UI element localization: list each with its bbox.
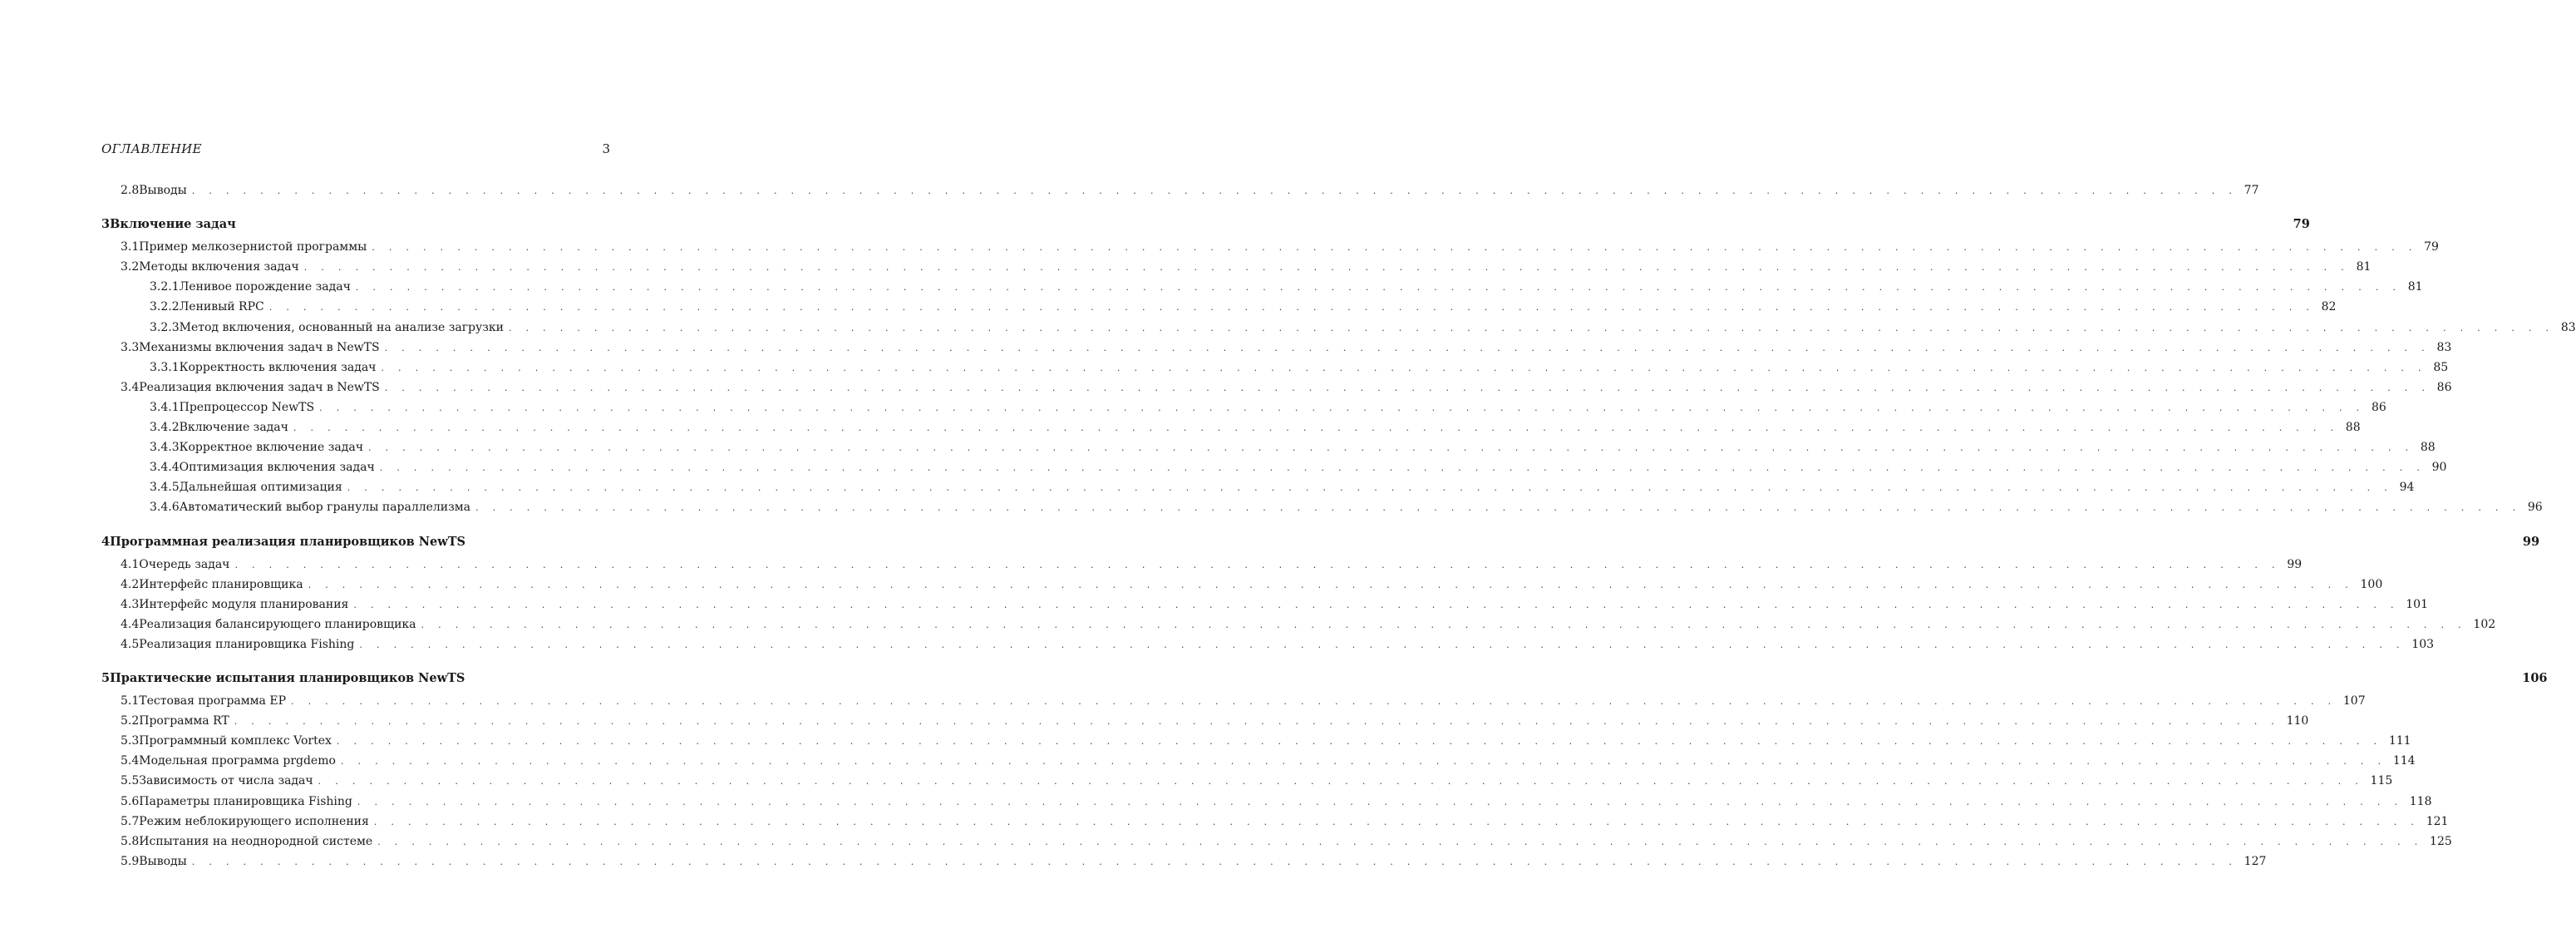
toc-entry-title: Выводы — [139, 184, 187, 197]
dot-leader: . . . . . . . . . . . . . . . . . . . . . . . . . . . . . . . . . . . . . . . . . . . . . . . . . . . . . . . . . . . . . . . . . . . . . . . . . . . . . . . . . . . . . . . . . . . . . . . . . . . . . . . . . . . . . . . . . . . . . . . . — [421, 619, 2467, 630]
toc-section-entry[interactable] — [0, 478, 2415, 496]
dot-leader: . . . . . . . . . . . . . . . . . . . . . . . . . . . . . . . . . . . . . . . . . . . . . . . . . . . . . . . . . . . . . . . . . . . . . . . . . . . . . . . . . . . . . . . . . . . . . . . . . . . . . . . . . . . . . . . . . . . . . . . . — [347, 482, 2393, 494]
toc-entry-page: 86 — [2436, 380, 2452, 394]
toc-entry-number: 3.2.1 — [150, 280, 180, 294]
toc-entry-title: Выводы — [139, 854, 187, 868]
toc-entry-number: 2.8 — [121, 184, 140, 197]
toc-section-entry[interactable] — [0, 575, 2383, 594]
toc-entry-number: 5.9 — [121, 854, 140, 868]
toc-section-entry[interactable] — [0, 378, 2452, 397]
toc-section-entry[interactable] — [0, 772, 2393, 790]
toc-entry-page: 96 — [2527, 501, 2543, 515]
toc-entry-number: 3.3 — [121, 340, 140, 354]
toc-section-entry[interactable] — [0, 595, 2428, 614]
toc-entry-number: 3.4.2 — [150, 421, 180, 434]
toc-entry-page: 94 — [2399, 481, 2415, 495]
toc-entry-number: 3.1 — [121, 240, 140, 254]
toc-entry-number: 3.2.2 — [150, 300, 180, 314]
toc-section-entry[interactable] — [0, 732, 2411, 750]
toc-entry-page: 125 — [2430, 834, 2452, 848]
toc-entry-page: 106 — [2522, 671, 2548, 685]
toc-entry-title: Корректное включение задач — [179, 441, 363, 455]
toc-entry-number: 4.4 — [121, 617, 140, 631]
toc-entry-title: Включение задач — [179, 421, 288, 434]
dot-leader: . . . . . . . . . . . . . . . . . . . . . . . . . . . . . . . . . . . . . . . . . . . . . . . . . . . . . . . . . . . . . . . . . . . . . . . . . . . . . . . . . . . . . . . . . . . . . . . . . . . . . . . . . . . . . . . . . . . . . . . . — [234, 559, 2281, 570]
toc-entry-page: 81 — [2407, 280, 2423, 294]
toc-entry-number: 5.4 — [121, 754, 140, 768]
dot-leader: . . . . . . . . . . . . . . . . . . . . . . . . . . . . . . . . . . . . . . . . . . . . . . . . . . . . . . . . . . . . . . . . . . . . . . . . . . . . . . . . . . . . . . . . . . . . . . . . . . . . . . . . . . . . . . . . . . . . . . . . — [303, 262, 2350, 274]
dot-leader: . . . . . . . . . . . . . . . . . . . . . . . . . . . . . . . . . . . . . . . . . . . . . . . . . . . . . . . . . . . . . . . . . . . . . . . . . . . . . . . . . . . . . . . . . . . . . . . . . . . . . . . . . . . . . . . . . . . . . . . . — [191, 185, 2238, 196]
toc-entry-number: 3.2 — [121, 260, 140, 274]
toc-entry-number: 3.4.3 — [150, 441, 180, 455]
toc-entry-page: 79 — [2293, 217, 2310, 232]
toc-entry-page: 88 — [2420, 441, 2436, 455]
dot-leader: . . . . . . . . . . . . . . . . . . . . . . . . . . . . . . . . . . . . . . . . . . . . . . . . . . . . . . . . . . . . . . . . . . . . . . . . . . . . . . . . . . . . . . . . . . . . . . . . . . . . . . . . . . . . . . . . . . . . . . . . — [291, 696, 2337, 707]
toc-section-entry[interactable] — [0, 792, 2432, 811]
toc-entry-page: 114 — [2392, 754, 2416, 768]
toc-entry-page: 121 — [2426, 814, 2449, 828]
toc-entry-number: 3.4 — [121, 380, 140, 394]
toc-entry-page: 79 — [2424, 240, 2439, 254]
toc-entry-number: 4 — [101, 534, 111, 549]
toc-chapter-entry[interactable] — [0, 215, 2310, 234]
toc-entry-number: 3.4.5 — [150, 481, 180, 495]
toc-entry-number: 4.2 — [121, 577, 140, 591]
toc-entry-page: 118 — [2409, 794, 2432, 808]
toc-section-entry[interactable] — [0, 418, 2361, 437]
toc-entry-page: 111 — [2388, 734, 2411, 748]
toc-entry-number: 3.2.3 — [150, 320, 180, 334]
toc-entry-page: 107 — [2342, 694, 2366, 708]
toc-entry-number: 5.6 — [121, 794, 140, 808]
toc-section-entry[interactable] — [0, 318, 2576, 337]
toc-entry-number: 3.3.1 — [150, 360, 180, 374]
toc-entry-title: Ленивый RPC — [179, 300, 264, 314]
toc-entry-page: 101 — [2406, 597, 2428, 611]
toc-section-entry[interactable] — [0, 238, 2439, 256]
toc-entry-page: 86 — [2371, 400, 2386, 414]
dot-leader: . . . . . . . . . . . . . . . . . . . . . . . . . . . . . . . . . . . . . . . . . . . . . . . . . . . . . . . . . . . . . . . . . . . . . . . . . . . . . . . . . . . . . . . . . . . . . . . . . . . . . . . . . . . . . . . . . . . . . . . . — [384, 342, 2431, 353]
toc-chapter-entry[interactable] — [0, 533, 2540, 551]
toc-entry-page: 83 — [2436, 340, 2452, 354]
toc-section-entry[interactable] — [0, 358, 2449, 377]
dot-leader: . . . . . . . . . . . . . . . . . . . . . . . . . . . . . . . . . . . . . . . . . . . . . . . . . . . . . . . . . . . . . . . . . . . . . . . . . . . . . . . . . . . . . . . . . . . . . . . . . . . . . . . . . . . . . . . . . . . . . . . . — [336, 736, 2382, 748]
toc-entry-title: Пример мелкозернистой программы — [139, 240, 367, 254]
dot-leader: . . . . . . . . . . . . . . . . . . . . . . . . . . . . . . . . . . . . . . . . . . . . . . . . . . . . . . . . . . . . . . . . . . . . . . . . . . . . . . . . . . . . . . . . . . . . . . . . . . . . . . . . . . . . . . . . . . . . . . . . — [355, 282, 2401, 294]
toc-entry-title: Корректность включения задач — [179, 360, 377, 374]
dot-leader: . . . . . . . . . . . . . . . . . . . . . . . . . . . . . . . . . . . . . . . . . . . . . . . . . . . . . . . . . . . . . . . . . . . . . . . . . . . . . . . . . . . . . . . . . . . . . . . . . . . . . . . . . . . . . . . . . . . . . . . . — [340, 756, 2386, 768]
toc-entry-title: Автоматический выбор гранулы параллелизма — [179, 501, 470, 515]
toc-entry-title: Оптимизация включения задач — [179, 461, 375, 475]
toc-section-entry[interactable] — [0, 752, 2416, 770]
toc-entry-title: Методы включения задач — [139, 260, 299, 274]
dot-leader: . . . . . . . . . . . . . . . . . . . . . . . . . . . . . . . . . . . . . . . . . . . . . . . . . . . . . . . . . . . . . . . . . . . . . . . . . . . . . . . . . . . . . . . . . . . . . . . . . . . . . . . . . . . . . . . . . . . . . . . . — [475, 502, 2521, 514]
toc-section-entry[interactable] — [0, 258, 2372, 276]
toc-entry-title: Включение задач — [110, 217, 236, 232]
dot-leader: . . . . . . . . . . . . . . . . . . . . . . . . . . . . . . . . . . . . . . . . . . . . . . . . . . . . . . . . . . . . . . . . . . . . . . . . . . . . . . . . . . . . . . . . . . . . . . . . . . . . . . . . . . . . . . . . . . . . . . . . — [353, 599, 2400, 610]
dot-leader: . . . . . . . . . . . . . . . . . . . . . . . . . . . . . . . . . . . . . . . . . . . . . . . . . . . . . . . . . . . . . . . . . . . . . . . . . . . . . . . . . . . . . . . . . . . . . . . . . . . . . . . . . . . . . . . . . . . . . . . . — [319, 402, 2365, 413]
toc-entry-number: 3 — [101, 217, 111, 232]
toc-entry-title: Тестовая программа EP — [139, 694, 286, 708]
toc-entry-page: 99 — [2287, 557, 2303, 571]
toc-entry-number: 5.2 — [121, 714, 140, 728]
toc-entry-title: Ленивое порождение задач — [179, 280, 351, 294]
toc-entry-number: 5.5 — [121, 774, 140, 788]
dot-leader: . . . . . . . . . . . . . . . . . . . . . . . . . . . . . . . . . . . . . . . . . . . . . . . . . . . . . . . . . . . . . . . . . . . . . . . . . . . . . . . . . . . . . . . . . . . . . . . . . . . . . . . . . . . . . . . . . . . . . . . . — [191, 856, 2238, 867]
toc-entry-number: 3.4.6 — [150, 501, 180, 515]
toc-section-entry[interactable] — [0, 555, 2303, 574]
toc-entry-page: 102 — [2473, 617, 2496, 631]
dot-leader: . . . . . . . . . . . . . . . . . . . . . . . . . . . . . . . . . . . . . . . . . . . . . . . . . . . . . . . . . . . . . . . . . . . . . . . . . . . . . . . . . . . . . . . . . . . . . . . . . . . . . . . . . . . . . . . . . . . . . . . . — [373, 816, 2420, 827]
toc-entry-page: 127 — [2244, 854, 2267, 868]
dot-leader: . . . . . . . . . . . . . . . . . . . . . . . . . . . . . . . . . . . . . . . . . . . . . . . . . . . . . . . . . . . . . . . . . . . . . . . . . . . . . . . . . . . . . . . . . . . . . . . . . . . . . . . . . . . . . . . . . . . . . . . . — [381, 362, 2427, 373]
toc-entry-title: Программная реализация планировщиков NewTS — [110, 534, 466, 549]
dot-leader: . . . . . . . . . . . . . . . . . . . . . . . . . . . . . . . . . . . . . . . . . . . . . . . . . . . . . . . . . . . . . . . . . . . . . . . . . . . . . . . . . . . . . . . . . . . . . . . . . . . . . . . . . . . . . . . . . . . . . . . . — [377, 836, 2424, 847]
toc-entry-page: 81 — [2356, 260, 2372, 274]
dot-leader: . . . . . . . . . . . . . . . . . . . . . . . . . . . . . . . . . . . . . . . . . . . . . . . . . . . . . . . . . . . . . . . . . . . . . . . . . . . . . . . . . . . . . . . . . . . . . . . . . . . . . . . . . . . . . . . . . . . . . . . . — [359, 639, 2406, 650]
toc-entry-page: 103 — [2411, 637, 2435, 651]
toc-entry-page: 88 — [2345, 421, 2361, 434]
dot-leader: . . . . . . . . . . . . . . . . . . . . . . . . . . . . . . . . . . . . . . . . . . . . . . . . . . . . . . . . . . . . . . . . . . . . . . . . . . . . . . . . . . . . . . . . . . . . . . . . . . . . . . . . . . . . . . . . . . . . . . . . — [357, 796, 2403, 807]
toc-entry-page: 85 — [2433, 360, 2449, 374]
toc-entry-page: 100 — [2360, 577, 2383, 591]
toc-entry-title: Реализация балансирующего планировщика — [139, 617, 416, 631]
toc-entry-page: 99 — [2522, 534, 2540, 549]
toc-section-entry[interactable] — [0, 458, 2447, 476]
toc-entry-title: Модельная программа prgdemo — [139, 754, 336, 768]
toc-entry-number: 5.1 — [121, 694, 140, 708]
toc-section-entry[interactable] — [0, 438, 2436, 457]
toc-entry-number: 5 — [101, 671, 111, 685]
dot-leader: . . . . . . . . . . . . . . . . . . . . . . . . . . . . . . . . . . . . . . . . . . . . . . . . . . . . . . . . . . . . . . . . . . . . . . . . . . . . . . . . . . . . . . . . . . . . . . . . . . . . . . . . . . . . . . . . . . . . . . . . — [508, 322, 2554, 333]
dot-leader: . . . . . . . . . . . . . . . . . . . . . . . . . . . . . . . . . . . . . . . . . . . . . . . . . . . . . . . . . . . . . . . . . . . . . . . . . . . . . . . . . . . . . . . . . . . . . . . . . . . . . . . . . . . . . . . . . . . . . . . . — [318, 776, 2364, 787]
toc-entry-page: 90 — [2431, 461, 2447, 475]
toc-entry-title: Дальнейшая оптимизация — [179, 481, 342, 495]
toc-section-entry[interactable] — [0, 712, 2309, 730]
toc-entry-title: Испытания на неоднородной системе — [139, 834, 373, 848]
toc-section-entry[interactable] — [0, 398, 2386, 417]
dot-leader: . . . . . . . . . . . . . . . . . . . . . . . . . . . . . . . . . . . . . . . . . . . . . . . . . . . . . . . . . . . . . . . . . . . . . . . . . . . . . . . . . . . . . . . . . . . . . . . . . . . . . . . . . . . . . . . . . . . . . . . . — [372, 242, 2418, 254]
toc-entry-title: Препроцессор NewTS — [179, 400, 315, 414]
toc-section-entry[interactable] — [0, 615, 2496, 634]
dot-leader: . . . . . . . . . . . . . . . . . . . . . . . . . . . . . . . . . . . . . . . . . . . . . . . . . . . . . . . . . . . . . . . . . . . . . . . . . . . . . . . . . . . . . . . . . . . . . . . . . . . . . . . . . . . . . . . . . . . . . . . . — [268, 302, 2315, 313]
running-head-title: ОГЛАВЛЕНИЕ — [101, 141, 202, 156]
toc-entry-number: 4.5 — [121, 637, 140, 651]
dot-leader: . . . . . . . . . . . . . . . . . . . . . . . . . . . . . . . . . . . . . . . . . . . . . . . . . . . . . . . . . . . . . . . . . . . . . . . . . . . . . . . . . . . . . . . . . . . . . . . . . . . . . . . . . . . . . . . . . . . . . . . . — [367, 442, 2414, 454]
dot-leader: . . . . . . . . . . . . . . . . . . . . . . . . . . . . . . . . . . . . . . . . . . . . . . . . . . . . . . . . . . . . . . . . . . . . . . . . . . . . . . . . . . . . . . . . . . . . . . . . . . . . . . . . . . . . . . . . . . . . . . . . — [379, 462, 2426, 474]
toc-entry-title: Интерфейс планировщика — [139, 577, 303, 591]
toc-entry-number: 5.8 — [121, 834, 140, 848]
toc-entry-number: 4.1 — [121, 557, 140, 571]
toc-entry-title: Практические испытания планировщиков NewTS — [110, 671, 465, 685]
toc-section-entry[interactable] — [0, 338, 2452, 357]
toc-entry-number: 4.3 — [121, 597, 140, 611]
toc-section-entry[interactable] — [0, 812, 2449, 831]
toc-entry-title: Метод включения, основанный на анализе загрузки — [179, 320, 504, 334]
toc-chapter-entry[interactable] — [0, 669, 2548, 688]
dot-leader: . . . . . . . . . . . . . . . . . . . . . . . . . . . . . . . . . . . . . . . . . . . . . . . . . . . . . . . . . . . . . . . . . . . . . . . . . . . . . . . . . . . . . . . . . . . . . . . . . . . . . . . . . . . . . . . . . . . . . . . . — [384, 382, 2431, 393]
dot-leader: . . . . . . . . . . . . . . . . . . . . . . . . . . . . . . . . . . . . . . . . . . . . . . . . . . . . . . . . . . . . . . . . . . . . . . . . . . . . . . . . . . . . . . . . . . . . . . . . . . . . . . . . . . . . . . . . . . . . . . . . — [234, 716, 2280, 728]
dot-leader: . . . . . . . . . . . . . . . . . . . . . . . . . . . . . . . . . . . . . . . . . . . . . . . . . . . . . . . . . . . . . . . . . . . . . . . . . . . . . . . . . . . . . . . . . . . . . . . . . . . . . . . . . . . . . . . . . . . . . . . . — [293, 422, 2339, 433]
toc-entry-title: Режим неблокирующего исполнения — [139, 814, 369, 828]
toc-section-entry[interactable] — [0, 832, 2452, 851]
toc-section-entry[interactable] — [0, 852, 2267, 871]
toc-entry-number: 3.4.4 — [150, 461, 180, 475]
toc-entry-page: 77 — [2244, 184, 2259, 197]
toc-entry-number: 5.7 — [121, 814, 140, 828]
dot-leader: . . . . . . . . . . . . . . . . . . . . . . . . . . . . . . . . . . . . . . . . . . . . . . . . . . . . . . . . . . . . . . . . . . . . . . . . . . . . . . . . . . . . . . . . . . . . . . . . . . . . . . . . . . . . . . . . . . . . . . . . — [308, 579, 2354, 590]
toc-section-entry[interactable] — [0, 278, 2423, 296]
toc-entry-number: 5.3 — [121, 734, 140, 748]
toc-section-entry[interactable] — [0, 692, 2366, 710]
toc-entry-page: 82 — [2321, 300, 2337, 314]
toc-entry-title: Реализация включения задач в NewTS — [139, 380, 380, 394]
toc-entry-title: Очередь задач — [139, 557, 230, 571]
toc-entry-page: 83 — [2560, 320, 2576, 334]
toc-section-entry[interactable] — [0, 298, 2337, 316]
toc-section-entry[interactable] — [0, 498, 2543, 516]
toc-entry-title: Программа RT — [139, 714, 229, 728]
toc-entry-title: Параметры планировщика Fishing — [139, 794, 352, 808]
toc-section-entry[interactable] — [0, 181, 2259, 200]
toc-entry-title: Реализация планировщика Fishing — [139, 637, 355, 651]
toc-entry-title: Механизмы включения задач в NewTS — [139, 340, 380, 354]
toc-section-entry[interactable] — [0, 635, 2435, 654]
toc-entry-number: 3.4.1 — [150, 400, 180, 414]
toc-entry-title: Интерфейс модуля планирования — [139, 597, 349, 611]
toc-entry-title: Программный комплекс Vortex — [139, 734, 332, 748]
toc-entry-page: 115 — [2370, 774, 2393, 788]
toc-entry-title: Зависимость от числа задач — [139, 774, 313, 788]
toc-entry-page: 110 — [2286, 714, 2309, 728]
running-head-page-number: 3 — [602, 141, 610, 156]
